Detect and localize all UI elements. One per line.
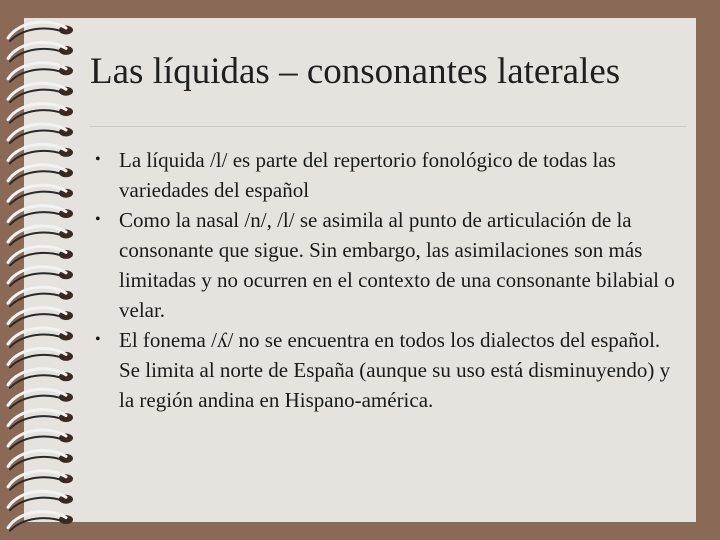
binding-ring [8, 226, 73, 245]
binding-ring [8, 308, 73, 327]
binding-ring [8, 491, 73, 510]
binding-ring [8, 63, 73, 82]
binding-ring [8, 328, 73, 347]
bullet-item [90, 145, 680, 205]
binding-ring [8, 124, 73, 143]
binding-ring [8, 450, 73, 469]
title-divider [90, 126, 686, 127]
binding-ring [8, 144, 73, 163]
spiral-binding-icon [0, 0, 90, 540]
binding-ring [8, 246, 73, 265]
bullet-dot-icon: • [95, 151, 101, 168]
bullet-item [90, 325, 680, 415]
binding-ring [8, 185, 73, 204]
binding-ring [8, 206, 73, 225]
binding-ring [8, 348, 73, 367]
bullet-text: Como la nasal /n/, /l/ se asimila al punto de articulación de la consonante que sigue. Sin embargo, las asimilaciones son más limitadas y no ocurren en el contexto de una consonante bilabial o velar. [119, 208, 675, 322]
bullet-text: El fonema /ʎ/ no se encuentra en todos los dialectos del español. Se limita al norte de España (aunque su uso está disminuyendo) y la región andina en Hispano-américa. [119, 328, 671, 412]
slide-title: Las líquidas – consonantes laterales [90, 51, 621, 92]
binding-ring [8, 512, 73, 531]
bullet-dot-icon: • [95, 331, 101, 348]
binding-ring [8, 22, 73, 41]
binding-ring [8, 42, 73, 61]
binding-ring [8, 287, 73, 306]
bullet-dot-icon: • [95, 211, 101, 228]
binding-ring [8, 369, 73, 388]
binding-ring [8, 267, 73, 286]
bullet-item [90, 205, 680, 325]
binding-ring [8, 410, 73, 429]
bullet-text: La líquida /l/ es parte del repertorio fonológico de todas las variedades del español [119, 148, 616, 202]
binding-ring [8, 471, 73, 490]
binding-ring [8, 104, 73, 123]
binding-ring [8, 165, 73, 184]
binding-ring [8, 389, 73, 408]
binding-ring [8, 83, 73, 102]
bullet-list [90, 145, 680, 415]
binding-ring [8, 430, 73, 449]
